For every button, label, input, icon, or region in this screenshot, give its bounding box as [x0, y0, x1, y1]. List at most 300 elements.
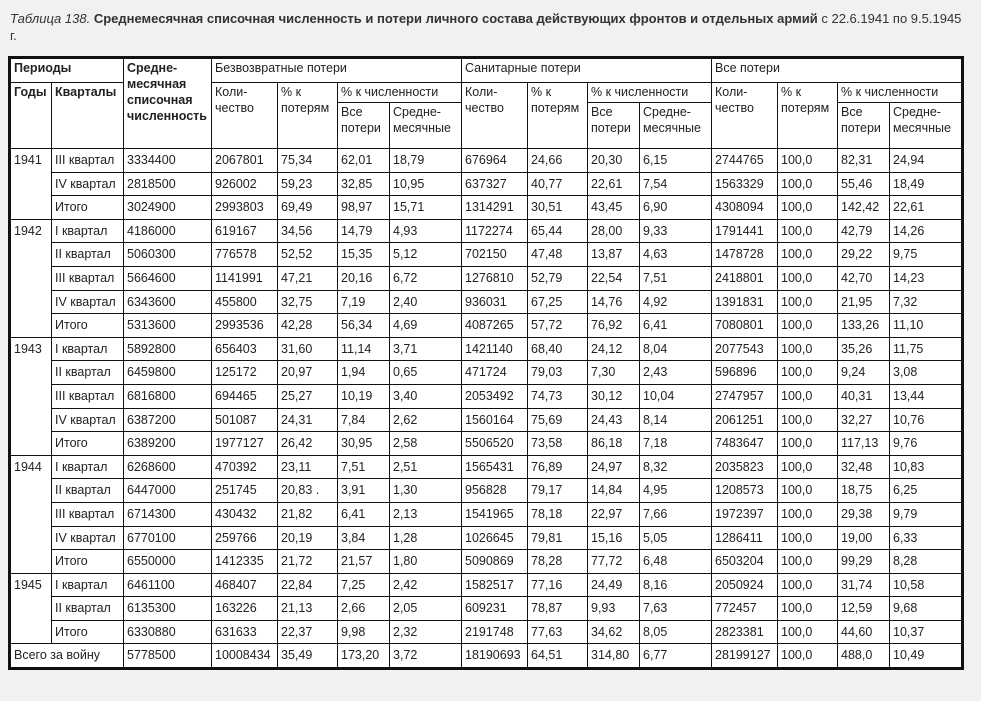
value-cell: 2077543 — [712, 337, 778, 361]
value-cell: 13,87 — [588, 243, 640, 267]
quarter-cell: I квартал — [52, 219, 124, 243]
value-cell: 100,0 — [778, 408, 838, 432]
value-cell: 3,40 — [390, 384, 462, 408]
value-cell: 82,31 — [838, 149, 890, 173]
table-row — [11, 573, 962, 597]
value-cell: 78,87 — [528, 597, 588, 621]
value-cell: 9,79 — [890, 502, 962, 526]
quarter-cell: IV квартал — [52, 526, 124, 550]
value-cell: 67,25 — [528, 290, 588, 314]
value-cell: 14,79 — [338, 219, 390, 243]
value-cell: 52,52 — [278, 243, 338, 267]
table-row — [11, 172, 962, 196]
total-value-cell: 100,0 — [778, 644, 838, 668]
value-cell: 133,26 — [838, 314, 890, 338]
value-cell: 15,71 — [390, 196, 462, 220]
header-irr-pct-losses: % к потерям — [278, 83, 338, 149]
value-cell: 3,84 — [338, 526, 390, 550]
value-cell: 776578 — [212, 243, 278, 267]
year-cell: 1941 — [11, 149, 52, 220]
year-cell: 1944 — [11, 455, 52, 573]
value-cell: 6459800 — [124, 361, 212, 385]
value-cell: 1391831 — [712, 290, 778, 314]
value-cell: 22,37 — [278, 620, 338, 644]
value-cell: 259766 — [212, 526, 278, 550]
value-cell: 7,54 — [640, 172, 712, 196]
value-cell: 15,35 — [338, 243, 390, 267]
value-cell: 1791441 — [712, 219, 778, 243]
header-all-count: Коли-чество — [712, 83, 778, 149]
value-cell: 52,79 — [528, 266, 588, 290]
value-cell: 31,74 — [838, 573, 890, 597]
value-cell: 1560164 — [462, 408, 528, 432]
value-cell: 25,27 — [278, 384, 338, 408]
value-cell: 6,33 — [890, 526, 962, 550]
quarter-cell: II квартал — [52, 243, 124, 267]
value-cell: 5,12 — [390, 243, 462, 267]
value-cell: 1977127 — [212, 432, 278, 456]
table-row — [11, 196, 962, 220]
year-cell: 1942 — [11, 219, 52, 337]
table-row — [11, 290, 962, 314]
value-cell: 29,38 — [838, 502, 890, 526]
quarter-cell: IV квартал — [52, 172, 124, 196]
value-cell: 100,0 — [778, 550, 838, 574]
value-cell: 2,40 — [390, 290, 462, 314]
value-cell: 7,25 — [338, 573, 390, 597]
value-cell: 1172274 — [462, 219, 528, 243]
value-cell: 2061251 — [712, 408, 778, 432]
value-cell: 7,84 — [338, 408, 390, 432]
losses-table — [10, 58, 962, 668]
value-cell: 1,28 — [390, 526, 462, 550]
value-cell: 6,90 — [640, 196, 712, 220]
value-cell: 1,94 — [338, 361, 390, 385]
value-cell: 21,13 — [278, 597, 338, 621]
value-cell: 2035823 — [712, 455, 778, 479]
table-title-dates: с 22.6.1941 по 9.5.1945 г. — [10, 11, 962, 43]
value-cell: 9,76 — [890, 432, 962, 456]
value-cell: 6770100 — [124, 526, 212, 550]
value-cell: 99,29 — [838, 550, 890, 574]
header-all-pct-losses: % к потерям — [778, 83, 838, 149]
value-cell: 3334400 — [124, 149, 212, 173]
value-cell: 2993536 — [212, 314, 278, 338]
table-row — [11, 149, 962, 173]
value-cell: 12,59 — [838, 597, 890, 621]
header-san-pct-losses: % к потерям — [528, 83, 588, 149]
value-cell: 19,00 — [838, 526, 890, 550]
value-cell: 2993803 — [212, 196, 278, 220]
value-cell: 0,65 — [390, 361, 462, 385]
total-row — [11, 644, 962, 668]
value-cell: 32,75 — [278, 290, 338, 314]
value-cell: 1141991 — [212, 266, 278, 290]
value-cell: 100,0 — [778, 149, 838, 173]
table-body — [11, 149, 962, 668]
value-cell: 65,44 — [528, 219, 588, 243]
value-cell: 76,92 — [588, 314, 640, 338]
quarter-cell: III квартал — [52, 149, 124, 173]
value-cell: 1276810 — [462, 266, 528, 290]
value-cell: 125172 — [212, 361, 278, 385]
total-label: Всего за войну — [11, 644, 124, 668]
value-cell: 100,0 — [778, 290, 838, 314]
value-cell: 9,68 — [890, 597, 962, 621]
value-cell: 8,04 — [640, 337, 712, 361]
value-cell: 5664600 — [124, 266, 212, 290]
value-cell: 5060300 — [124, 243, 212, 267]
total-value-cell: 10008434 — [212, 644, 278, 668]
value-cell: 9,33 — [640, 219, 712, 243]
value-cell: 79,17 — [528, 479, 588, 503]
value-cell: 43,45 — [588, 196, 640, 220]
year-cell: 1943 — [11, 337, 52, 455]
header-irr-monthly: Средне-месячные — [390, 103, 462, 149]
value-cell: 6550000 — [124, 550, 212, 574]
value-cell: 30,51 — [528, 196, 588, 220]
value-cell: 14,26 — [890, 219, 962, 243]
header-all-monthly: Средне-месячные — [890, 103, 962, 149]
value-cell: 8,32 — [640, 455, 712, 479]
year-cell: 1945 — [11, 573, 52, 644]
value-cell: 47,21 — [278, 266, 338, 290]
quarter-cell: Итого — [52, 550, 124, 574]
value-cell: 11,10 — [890, 314, 962, 338]
value-cell: 609231 — [462, 597, 528, 621]
value-cell: 18,49 — [890, 172, 962, 196]
value-cell: 6389200 — [124, 432, 212, 456]
value-cell: 430432 — [212, 502, 278, 526]
total-value-cell: 314,80 — [588, 644, 640, 668]
value-cell: 6447000 — [124, 479, 212, 503]
value-cell: 23,11 — [278, 455, 338, 479]
value-cell: 619167 — [212, 219, 278, 243]
total-value-cell: 64,51 — [528, 644, 588, 668]
value-cell: 163226 — [212, 597, 278, 621]
value-cell: 2,62 — [390, 408, 462, 432]
value-cell: 1541965 — [462, 502, 528, 526]
value-cell: 69,49 — [278, 196, 338, 220]
quarter-cell: III квартал — [52, 502, 124, 526]
value-cell: 471724 — [462, 361, 528, 385]
value-cell: 21,82 — [278, 502, 338, 526]
value-cell: 8,05 — [640, 620, 712, 644]
value-cell: 79,81 — [528, 526, 588, 550]
total-value-cell: 10,49 — [890, 644, 962, 668]
total-value-cell: 488,0 — [838, 644, 890, 668]
value-cell: 1208573 — [712, 479, 778, 503]
value-cell: 75,34 — [278, 149, 338, 173]
value-cell: 10,83 — [890, 455, 962, 479]
value-cell: 47,48 — [528, 243, 588, 267]
value-cell: 100,0 — [778, 432, 838, 456]
header-all-all: Все потери — [838, 103, 890, 149]
value-cell: 501087 — [212, 408, 278, 432]
value-cell: 100,0 — [778, 196, 838, 220]
value-cell: 100,0 — [778, 337, 838, 361]
header-irr-count: Коли-чество — [212, 83, 278, 149]
value-cell: 2744765 — [712, 149, 778, 173]
value-cell: 637327 — [462, 172, 528, 196]
total-value-cell: 18190693 — [462, 644, 528, 668]
value-cell: 9,98 — [338, 620, 390, 644]
value-cell: 22,61 — [588, 172, 640, 196]
value-cell: 10,95 — [390, 172, 462, 196]
value-cell: 24,66 — [528, 149, 588, 173]
value-cell: 10,04 — [640, 384, 712, 408]
quarter-cell: Итого — [52, 620, 124, 644]
quarter-cell: II квартал — [52, 361, 124, 385]
header-san-monthly: Средне-месячные — [640, 103, 712, 149]
value-cell: 10,76 — [890, 408, 962, 432]
table-number: Таблица 138. — [10, 11, 91, 26]
header-irr-all: Все потери — [338, 103, 390, 149]
value-cell: 10,58 — [890, 573, 962, 597]
value-cell: 14,76 — [588, 290, 640, 314]
table-row — [11, 620, 962, 644]
value-cell: 77,16 — [528, 573, 588, 597]
header-quarters: Кварталы — [52, 83, 124, 149]
value-cell: 7,63 — [640, 597, 712, 621]
value-cell: 6135300 — [124, 597, 212, 621]
value-cell: 24,43 — [588, 408, 640, 432]
value-cell: 7,30 — [588, 361, 640, 385]
value-cell: 6343600 — [124, 290, 212, 314]
value-cell: 2823381 — [712, 620, 778, 644]
value-cell: 30,95 — [338, 432, 390, 456]
value-cell: 22,61 — [890, 196, 962, 220]
value-cell: 8,14 — [640, 408, 712, 432]
value-cell: 1478728 — [712, 243, 778, 267]
value-cell: 5506520 — [462, 432, 528, 456]
total-value-cell: 35,49 — [278, 644, 338, 668]
value-cell: 7,51 — [338, 455, 390, 479]
value-cell: 6268600 — [124, 455, 212, 479]
value-cell: 4,63 — [640, 243, 712, 267]
value-cell: 56,34 — [338, 314, 390, 338]
header-all-losses: Все потери — [712, 59, 962, 83]
value-cell: 15,16 — [588, 526, 640, 550]
value-cell: 13,44 — [890, 384, 962, 408]
value-cell: 40,31 — [838, 384, 890, 408]
value-cell: 21,57 — [338, 550, 390, 574]
value-cell: 11,75 — [890, 337, 962, 361]
value-cell: 1563329 — [712, 172, 778, 196]
value-cell: 21,72 — [278, 550, 338, 574]
total-value-cell: 3,72 — [390, 644, 462, 668]
value-cell: 9,93 — [588, 597, 640, 621]
value-cell: 4087265 — [462, 314, 528, 338]
value-cell: 100,0 — [778, 361, 838, 385]
value-cell: 32,85 — [338, 172, 390, 196]
value-cell: 6,41 — [338, 502, 390, 526]
value-cell: 2,58 — [390, 432, 462, 456]
value-cell: 100,0 — [778, 526, 838, 550]
quarter-cell: IV квартал — [52, 290, 124, 314]
value-cell: 1286411 — [712, 526, 778, 550]
value-cell: 100,0 — [778, 620, 838, 644]
header-avg-strength: Средне-месячная списочная численность — [124, 59, 212, 149]
value-cell: 100,0 — [778, 573, 838, 597]
table-title: Среднемесячная списочная численность и потери личного состава действующих фронтов и отдельных армий — [93, 11, 818, 26]
table-caption — [10, 10, 965, 44]
value-cell: 44,60 — [838, 620, 890, 644]
value-cell: 7483647 — [712, 432, 778, 456]
value-cell: 10,19 — [338, 384, 390, 408]
value-cell: 100,0 — [778, 314, 838, 338]
value-cell: 3024900 — [124, 196, 212, 220]
value-cell: 117,13 — [838, 432, 890, 456]
value-cell: 18,75 — [838, 479, 890, 503]
header-irrecoverable: Безвозвратные потери — [212, 59, 462, 83]
value-cell: 100,0 — [778, 479, 838, 503]
quarter-cell: Итого — [52, 196, 124, 220]
value-cell: 32,27 — [838, 408, 890, 432]
value-cell: 1972397 — [712, 502, 778, 526]
value-cell: 3,91 — [338, 479, 390, 503]
value-cell: 702150 — [462, 243, 528, 267]
value-cell: 6461100 — [124, 573, 212, 597]
total-value-cell: 6,77 — [640, 644, 712, 668]
header-all-pct-strength: % к численности — [838, 83, 962, 103]
header-san-pct-strength: % к численности — [588, 83, 712, 103]
value-cell: 6,25 — [890, 479, 962, 503]
value-cell: 20,97 — [278, 361, 338, 385]
total-value-cell: 28199127 — [712, 644, 778, 668]
value-cell: 42,70 — [838, 266, 890, 290]
quarter-cell: I квартал — [52, 455, 124, 479]
value-cell: 6,15 — [640, 149, 712, 173]
value-cell: 29,22 — [838, 243, 890, 267]
value-cell: 76,89 — [528, 455, 588, 479]
value-cell: 596896 — [712, 361, 778, 385]
value-cell: 4186000 — [124, 219, 212, 243]
value-cell: 10,37 — [890, 620, 962, 644]
quarter-cell: Итого — [52, 314, 124, 338]
value-cell: 5090869 — [462, 550, 528, 574]
value-cell: 6330880 — [124, 620, 212, 644]
value-cell: 34,56 — [278, 219, 338, 243]
value-cell: 20,83 . — [278, 479, 338, 503]
value-cell: 68,40 — [528, 337, 588, 361]
quarter-cell: II квартал — [52, 597, 124, 621]
value-cell: 2053492 — [462, 384, 528, 408]
value-cell: 1,30 — [390, 479, 462, 503]
value-cell: 2,43 — [640, 361, 712, 385]
value-cell: 100,0 — [778, 172, 838, 196]
value-cell: 468407 — [212, 573, 278, 597]
value-cell: 100,0 — [778, 219, 838, 243]
value-cell: 936031 — [462, 290, 528, 314]
value-cell: 6714300 — [124, 502, 212, 526]
value-cell: 2,13 — [390, 502, 462, 526]
value-cell: 142,42 — [838, 196, 890, 220]
header-san-all: Все потери — [588, 103, 640, 149]
value-cell: 772457 — [712, 597, 778, 621]
value-cell: 4,95 — [640, 479, 712, 503]
value-cell: 8,28 — [890, 550, 962, 574]
value-cell: 5,05 — [640, 526, 712, 550]
quarter-cell: Итого — [52, 432, 124, 456]
value-cell: 77,63 — [528, 620, 588, 644]
table-row — [11, 408, 962, 432]
value-cell: 24,31 — [278, 408, 338, 432]
value-cell: 11,14 — [338, 337, 390, 361]
value-cell: 2,32 — [390, 620, 462, 644]
table-row — [11, 219, 962, 243]
header-periods: Периоды — [11, 59, 124, 83]
value-cell: 2,66 — [338, 597, 390, 621]
value-cell: 6503204 — [712, 550, 778, 574]
value-cell: 57,72 — [528, 314, 588, 338]
value-cell: 1412335 — [212, 550, 278, 574]
value-cell: 5313600 — [124, 314, 212, 338]
table-row — [11, 502, 962, 526]
table-row — [11, 266, 962, 290]
quarter-cell: I квартал — [52, 337, 124, 361]
value-cell: 20,16 — [338, 266, 390, 290]
value-cell: 6,48 — [640, 550, 712, 574]
losses-table-frame — [8, 56, 964, 670]
table-row — [11, 337, 962, 361]
value-cell: 18,79 — [390, 149, 462, 173]
value-cell: 7,32 — [890, 290, 962, 314]
value-cell: 2,05 — [390, 597, 462, 621]
value-cell: 3,08 — [890, 361, 962, 385]
value-cell: 2191748 — [462, 620, 528, 644]
value-cell: 1314291 — [462, 196, 528, 220]
value-cell: 24,12 — [588, 337, 640, 361]
value-cell: 30,12 — [588, 384, 640, 408]
value-cell: 100,0 — [778, 243, 838, 267]
value-cell: 21,95 — [838, 290, 890, 314]
value-cell: 78,28 — [528, 550, 588, 574]
value-cell: 32,48 — [838, 455, 890, 479]
value-cell: 35,26 — [838, 337, 890, 361]
value-cell: 1026645 — [462, 526, 528, 550]
table-row — [11, 597, 962, 621]
value-cell: 251745 — [212, 479, 278, 503]
value-cell: 9,75 — [890, 243, 962, 267]
value-cell: 1565431 — [462, 455, 528, 479]
quarter-cell: I квартал — [52, 573, 124, 597]
value-cell: 28,00 — [588, 219, 640, 243]
value-cell: 7,66 — [640, 502, 712, 526]
value-cell: 5892800 — [124, 337, 212, 361]
value-cell: 2,51 — [390, 455, 462, 479]
value-cell: 9,24 — [838, 361, 890, 385]
value-cell: 31,60 — [278, 337, 338, 361]
header-years: Годы — [11, 83, 52, 149]
value-cell: 694465 — [212, 384, 278, 408]
quarter-cell: III квартал — [52, 384, 124, 408]
value-cell: 7,19 — [338, 290, 390, 314]
value-cell: 2747957 — [712, 384, 778, 408]
value-cell: 1421140 — [462, 337, 528, 361]
value-cell: 20,19 — [278, 526, 338, 550]
value-cell: 100,0 — [778, 455, 838, 479]
value-cell: 73,58 — [528, 432, 588, 456]
value-cell: 3,71 — [390, 337, 462, 361]
total-value-cell: 5778500 — [124, 644, 212, 668]
value-cell: 24,94 — [890, 149, 962, 173]
value-cell: 2050924 — [712, 573, 778, 597]
value-cell: 7,18 — [640, 432, 712, 456]
value-cell: 2,42 — [390, 573, 462, 597]
value-cell: 676964 — [462, 149, 528, 173]
value-cell: 59,23 — [278, 172, 338, 196]
